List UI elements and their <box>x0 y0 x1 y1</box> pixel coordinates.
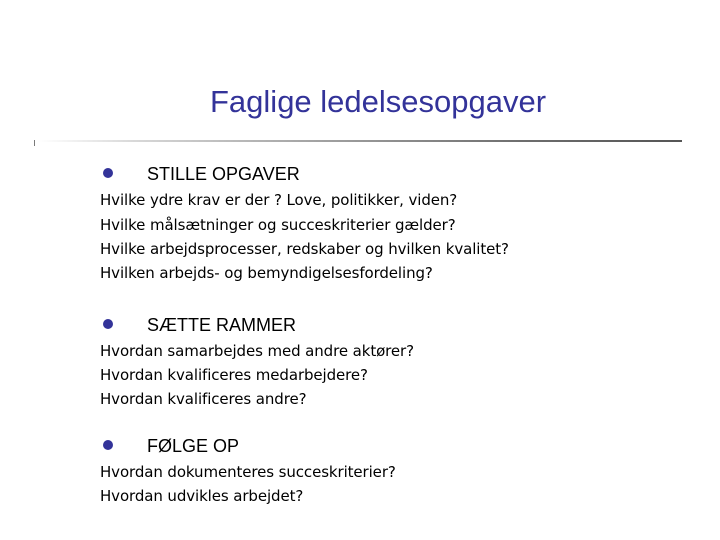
title-divider <box>38 140 682 142</box>
section-line: Hvordan udvikles arbejdet? <box>100 487 304 505</box>
section-heading-saette-rammer: SÆTTE RAMMER <box>147 315 297 335</box>
section-line: Hvordan samarbejdes med andre aktører? <box>100 342 414 360</box>
section-line: Hvilke arbejdsprocesser, redskaber og hvilken kvalitet? <box>100 240 509 258</box>
bullet-icon <box>103 168 113 178</box>
section-heading-stille-opgaver: STILLE OPGAVER <box>147 164 300 184</box>
section-line: Hvilken arbejds- og bemyndigelsesfordeling? <box>100 264 433 282</box>
section-line: Hvilke målsætninger og succeskriterier gælder? <box>100 216 456 234</box>
divider-tick <box>34 140 35 146</box>
section-line: Hvilke ydre krav er der ? Love, politikker, viden? <box>100 191 458 209</box>
slide-title: Faglige ledelsesopgaver <box>210 84 547 119</box>
section-line: Hvordan kvalificeres andre? <box>100 390 307 408</box>
bullet-icon <box>103 319 113 329</box>
section-heading-foelge-op: FØLGE OP <box>147 436 240 456</box>
section-line: Hvordan kvalificeres medarbejdere? <box>100 366 368 384</box>
bullet-icon <box>103 440 113 450</box>
section-line: Hvordan dokumenteres succeskriterier? <box>100 463 396 481</box>
